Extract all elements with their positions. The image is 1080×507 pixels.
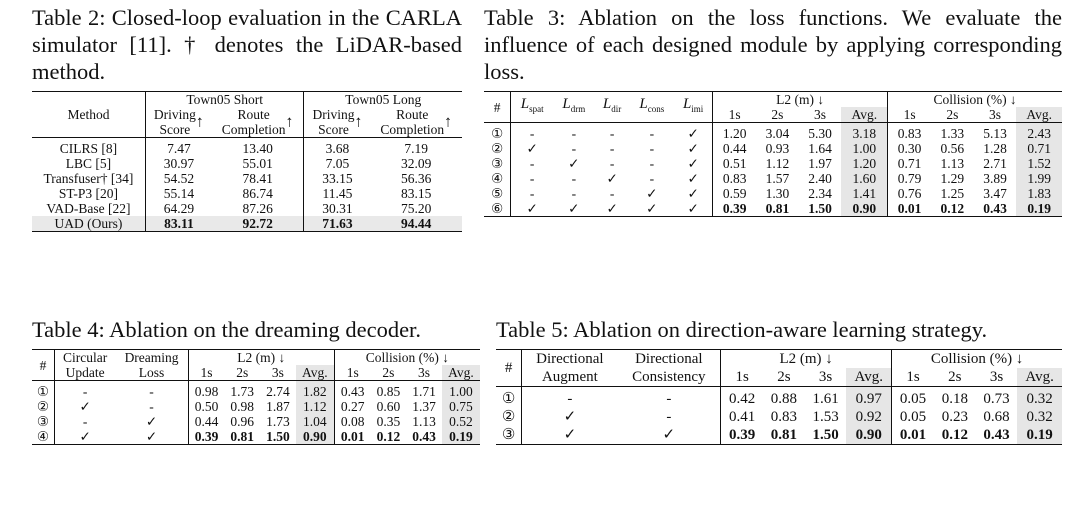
col-header-driving-score: Driving Score ↑: [304, 107, 370, 138]
table-row: [32, 414, 480, 429]
condition-mark: -: [149, 399, 154, 414]
l2-value: 1.82: [296, 381, 335, 400]
cell: 87.26: [242, 201, 273, 216]
col-header-col-1: 2s: [934, 368, 976, 387]
collision-value: 0.60: [376, 399, 401, 414]
l2-value: 0.88: [770, 391, 797, 407]
col-header-col-2: 3s: [974, 107, 1017, 123]
table-2-grid: [32, 91, 462, 232]
collision-value: 1.28: [983, 141, 1007, 156]
col-header-collision: Collision (%) ↓: [334, 350, 480, 366]
l2-value: 3.18: [841, 123, 887, 142]
table-row: [484, 201, 1062, 217]
collision-value: 0.83: [888, 123, 931, 142]
col-header-l2-1: 2s: [763, 368, 805, 387]
table-row: [484, 171, 1062, 186]
collision-value: 0.19: [1017, 426, 1062, 445]
collision-value: 0.18: [941, 391, 968, 407]
col-header-col-2: 3s: [976, 368, 1018, 387]
table-row: [484, 186, 1062, 201]
condition-mark: ✓: [568, 156, 580, 171]
l2-value: 1.12: [296, 399, 335, 414]
col-header-col-0: 1s: [888, 107, 931, 123]
collision-value: 0.19: [1016, 201, 1062, 217]
collision-value: 0.79: [888, 171, 931, 186]
l2-value: 5.30: [808, 126, 832, 141]
cell: 83.11: [145, 216, 211, 232]
cell: 71.63: [304, 216, 370, 232]
table-row: [32, 186, 462, 201]
cell: 7.19: [404, 141, 429, 156]
table-5: [496, 316, 1066, 445]
method-name: Transfuser† [34]: [43, 171, 134, 186]
table-2-caption: Table 2: Closed-loop evaluation in the CARLA simulator [11]. † denotes the LiDAR-based method.: [32, 5, 462, 84]
col-header-l2-1: 2s: [756, 107, 799, 123]
collision-value: 0.43: [976, 426, 1018, 445]
l2-value: 1.41: [841, 186, 887, 201]
table-row: [484, 141, 1062, 156]
col-header-col-0: 1s: [334, 365, 370, 381]
l2-value: 0.39: [713, 201, 756, 217]
collision-value: 1.00: [442, 381, 480, 400]
loss-subscript: imi: [691, 104, 704, 114]
cell: 54.52: [145, 171, 211, 186]
l2-value: 3.04: [765, 126, 790, 141]
collision-value: 0.75: [442, 399, 480, 414]
row-index: ⑥: [484, 201, 511, 217]
l2-value: 0.81: [756, 201, 799, 217]
condition-mark: ✓: [115, 429, 188, 445]
method-name: UAD (Ours): [32, 216, 145, 232]
collision-value: 0.32: [1017, 408, 1062, 426]
condition-mark: -: [571, 186, 577, 201]
l2-value: 0.90: [296, 429, 335, 445]
condition-mark: ✓: [595, 201, 630, 217]
table-5-grid: [496, 349, 1062, 445]
collision-value: 0.05: [892, 387, 934, 409]
table-row: [32, 138, 462, 157]
l2-value: 0.39: [188, 429, 224, 445]
l2-value: 0.59: [713, 186, 756, 201]
table-row: [32, 201, 462, 216]
collision-value: 0.32: [1017, 387, 1062, 409]
table-row: [484, 156, 1062, 171]
condition-mark: ✓: [687, 156, 699, 171]
cell: 78.41: [242, 171, 273, 186]
table-row: [32, 156, 462, 171]
condition-mark: -: [649, 141, 655, 156]
condition-mark: -: [609, 141, 615, 156]
l2-value: 0.51: [713, 156, 756, 171]
method-name: VAD-Base [22]: [46, 201, 131, 216]
condition-mark: -: [54, 414, 115, 429]
cell: 75.20: [401, 201, 432, 216]
table-row: [32, 171, 462, 186]
table-3-caption: Table 3: Ablation on the loss functions. We evaluate the influence of each designed module by applying corresponding loss.: [484, 5, 1062, 84]
condition-mark: ✓: [54, 399, 115, 414]
collision-value: 0.85: [376, 384, 401, 399]
collision-value: 1.33: [940, 126, 965, 141]
l2-value: 0.81: [763, 426, 805, 445]
cell: 94.44: [370, 216, 462, 232]
table-2: [32, 4, 462, 232]
condition-mark: -: [609, 156, 615, 171]
collision-value: 5.13: [983, 126, 1007, 141]
col-header-loss-spat: [511, 92, 553, 123]
l2-value: 0.44: [713, 141, 756, 156]
condition-mark: ✓: [522, 408, 618, 426]
condition-mark: -: [609, 126, 615, 141]
l2-value: 1.20: [713, 123, 756, 142]
col-header-col-3: Avg.: [1016, 107, 1062, 123]
collision-value: 0.05: [892, 408, 934, 426]
l2-value: 0.98: [188, 381, 224, 400]
table-4-grid: [32, 349, 480, 445]
table-row: [32, 429, 480, 445]
col-header-l2-3: Avg.: [841, 107, 887, 123]
condition-mark: ✓: [687, 171, 699, 186]
collision-value: 0.35: [376, 414, 401, 429]
col-header-col-1: 2s: [931, 107, 974, 123]
col-header-l2-2: 3s: [805, 368, 847, 387]
collision-value: 0.76: [888, 186, 931, 201]
col-header-l2: L2 (m) ↓: [713, 92, 888, 108]
row-index: ④: [32, 429, 54, 445]
collision-value: 0.01: [892, 426, 934, 445]
table-3-grid: [484, 91, 1062, 217]
condition-mark: ✓: [687, 186, 699, 201]
l2-value: 1.57: [765, 171, 790, 186]
l2-value: 2.74: [266, 384, 290, 399]
table-row: [496, 387, 1062, 409]
col-header-l2-3: Avg.: [846, 368, 891, 387]
row-index: ②: [36, 399, 49, 414]
col-header-index: #: [484, 92, 511, 123]
condition-mark: ✓: [617, 426, 720, 445]
condition-mark: ✓: [511, 141, 553, 156]
collision-value: 0.43: [974, 201, 1017, 217]
collision-value: 0.73: [983, 391, 1010, 407]
collision-value: 0.68: [983, 409, 1010, 425]
loss-subscript: drm: [570, 104, 586, 114]
cell: 11.45: [304, 186, 370, 201]
loss-symbol: L: [682, 96, 692, 112]
col-header-l2-1: 2s: [224, 365, 260, 381]
collision-value: 0.23: [941, 409, 968, 425]
condition-mark: -: [511, 186, 553, 201]
condition-mark: -: [666, 409, 672, 425]
table-row: [32, 381, 480, 400]
condition-mark: ✓: [522, 426, 618, 445]
row-index: ③: [491, 156, 504, 171]
l2-value: 1.60: [841, 171, 887, 186]
col-header-town05-short: Town05 Short: [145, 92, 304, 108]
col-header-l2-3: Avg.: [296, 365, 335, 381]
l2-value: 0.90: [841, 201, 887, 217]
col-header-l2: L2 (m) ↓: [188, 350, 334, 366]
condition-mark: -: [649, 156, 655, 171]
col-header-index: #: [32, 350, 54, 381]
collision-value: 0.12: [931, 201, 974, 217]
collision-value: 0.43: [334, 381, 370, 400]
collision-value: 0.52: [442, 414, 480, 429]
l2-value: 0.39: [721, 426, 763, 445]
col-header-index: #: [496, 350, 522, 387]
l2-value: 1.50: [799, 201, 842, 217]
loss-symbol: L: [520, 96, 530, 112]
col-header-condition-b: Dreaming Loss: [115, 350, 188, 381]
l2-value: 1.87: [266, 399, 290, 414]
condition-mark: ✓: [145, 414, 158, 429]
collision-value: 0.12: [371, 429, 407, 445]
row-index: ②: [491, 141, 504, 156]
cell: 55.14: [145, 186, 211, 201]
table-3: [484, 4, 1062, 217]
row-index: ①: [491, 126, 504, 141]
collision-value: 0.12: [934, 426, 976, 445]
col-header-l2-0: 1s: [188, 365, 224, 381]
condition-mark: ✓: [606, 171, 618, 186]
col-header-condition-b: Directional Consistency: [617, 350, 720, 387]
col-header-col-3: Avg.: [442, 365, 480, 381]
row-index: ④: [491, 171, 504, 186]
table-4-caption: Table 4: Ablation on the dreaming decoder.: [32, 317, 421, 342]
condition-mark: -: [649, 171, 655, 186]
col-header-loss-imi: [674, 92, 713, 123]
collision-value: 1.13: [412, 414, 436, 429]
l2-value: 1.50: [260, 429, 296, 445]
collision-value: 1.83: [1016, 186, 1062, 201]
collision-value: 0.56: [940, 141, 965, 156]
collision-value: 0.01: [888, 201, 931, 217]
l2-value: 0.44: [188, 414, 224, 429]
l2-value: 0.96: [230, 414, 255, 429]
condition-mark: ✓: [687, 141, 699, 156]
l2-value: 1.12: [765, 156, 790, 171]
col-header-loss-cons: [630, 92, 674, 123]
condition-mark: -: [511, 171, 553, 186]
l2-value: 1.61: [812, 391, 839, 407]
table-row: [496, 426, 1062, 445]
collision-value: 1.25: [940, 186, 965, 201]
l2-value: 1.04: [296, 414, 335, 429]
col-header-col-3: Avg.: [1017, 368, 1062, 387]
table-5-caption: Table 5: Ablation on direction-aware learning strategy.: [496, 317, 988, 342]
collision-value: 1.71: [412, 384, 436, 399]
l2-value: 1.73: [266, 414, 290, 429]
condition-mark: ✓: [646, 186, 658, 201]
condition-mark: ✓: [54, 429, 115, 445]
cell: 83.15: [401, 186, 432, 201]
col-header-route-completion: Route Completion↑: [212, 107, 304, 138]
col-header-loss-dir: [595, 92, 630, 123]
col-header-col-0: 1s: [892, 368, 934, 387]
condition-mark: -: [511, 123, 553, 142]
col-header-condition-a: Circular Update: [54, 350, 115, 381]
condition-mark: ✓: [630, 201, 674, 217]
row-index: ③: [496, 426, 522, 445]
table-row: [484, 123, 1062, 142]
col-header-collision: Collision (%) ↓: [892, 350, 1062, 369]
col-header-driving-score: Driving Score ↑: [145, 107, 211, 138]
l2-value: 1.00: [841, 141, 887, 156]
loss-symbol: L: [602, 96, 612, 112]
l2-value: 0.81: [224, 429, 260, 445]
collision-value: 0.71: [888, 156, 931, 171]
l2-value: 1.97: [808, 156, 832, 171]
table-row: [496, 408, 1062, 426]
condition-mark: -: [666, 391, 672, 407]
col-header-l2-2: 3s: [260, 365, 296, 381]
loss-subscript: spat: [529, 104, 544, 114]
collision-value: 0.27: [334, 399, 370, 414]
col-header-l2: L2 (m) ↓: [721, 350, 892, 369]
l2-value: 2.40: [808, 171, 832, 186]
l2-value: 1.64: [808, 141, 832, 156]
collision-value: 0.01: [334, 429, 370, 445]
collision-value: 0.43: [406, 429, 442, 445]
cell: 7.47: [145, 138, 211, 157]
col-header-col-1: 2s: [371, 365, 407, 381]
l2-value: 0.83: [770, 409, 797, 425]
collision-value: 1.37: [412, 399, 436, 414]
cell: 3.68: [304, 138, 370, 157]
l2-value: 1.30: [765, 186, 790, 201]
collision-value: 0.71: [1016, 141, 1062, 156]
l2-value: 0.92: [846, 408, 891, 426]
row-index: ①: [36, 384, 49, 399]
cell: 92.72: [212, 216, 304, 232]
collision-value: 2.71: [983, 156, 1007, 171]
row-index: ①: [501, 391, 516, 407]
l2-value: 1.50: [805, 426, 847, 445]
collision-value: 1.99: [1016, 171, 1062, 186]
table-row-ours: [32, 216, 462, 232]
col-header-method: Method: [32, 92, 145, 138]
col-header-col-2: 3s: [406, 365, 442, 381]
condition-mark: -: [511, 156, 553, 171]
collision-value: 3.47: [983, 186, 1007, 201]
col-header-l2-2: 3s: [799, 107, 842, 123]
cell: 33.15: [304, 171, 370, 186]
l2-value: 1.53: [812, 409, 839, 425]
cell: 55.01: [242, 156, 273, 171]
collision-value: 1.13: [940, 156, 965, 171]
condition-mark: ✓: [553, 201, 595, 217]
row-index: ③: [36, 414, 49, 429]
condition-mark: ✓: [687, 126, 699, 141]
l2-value: 0.41: [721, 408, 763, 426]
condition-mark: -: [609, 186, 615, 201]
col-header-loss-drm: [553, 92, 595, 123]
loss-subscript: dir: [611, 104, 622, 114]
loss-subscript: cons: [647, 104, 665, 114]
loss-symbol: L: [562, 96, 571, 112]
condition-mark: -: [149, 384, 154, 399]
col-header-l2-0: 1s: [713, 107, 756, 123]
table-4: [32, 316, 492, 445]
col-header-collision: Collision (%) ↓: [888, 92, 1062, 108]
condition-mark: ✓: [511, 201, 553, 217]
condition-mark: -: [571, 141, 577, 156]
condition-mark: -: [522, 387, 618, 409]
l2-value: 0.83: [713, 171, 756, 186]
method-name: LBC [5]: [65, 156, 112, 171]
l2-value: 0.42: [721, 387, 763, 409]
method-name: ST-P3 [20]: [58, 186, 119, 201]
condition-mark: ✓: [674, 201, 713, 217]
condition-mark: -: [571, 126, 577, 141]
cell: 64.29: [145, 201, 211, 216]
condition-mark: -: [571, 171, 577, 186]
collision-value: 1.29: [940, 171, 965, 186]
collision-value: 0.30: [888, 141, 931, 156]
col-header-l2-0: 1s: [721, 368, 763, 387]
cell: 86.74: [242, 186, 273, 201]
row-index: ⑤: [491, 186, 504, 201]
collision-value: 0.08: [334, 414, 370, 429]
collision-value: 0.19: [442, 429, 480, 445]
l2-value: 1.20: [841, 156, 887, 171]
l2-value: 1.73: [230, 384, 255, 399]
l2-value: 2.34: [808, 186, 832, 201]
cell: 32.09: [401, 156, 432, 171]
col-header-town05-long: Town05 Long: [304, 92, 462, 108]
col-header-condition-a: Directional Augment: [522, 350, 618, 387]
l2-value: 0.50: [188, 399, 224, 414]
condition-mark: -: [54, 381, 115, 400]
table-row: [32, 399, 480, 414]
l2-value: 0.97: [846, 387, 891, 409]
cell: 56.36: [401, 171, 432, 186]
cell: 13.40: [242, 141, 273, 156]
cell: 30.97: [145, 156, 211, 171]
collision-value: 1.52: [1016, 156, 1062, 171]
cell: 7.05: [304, 156, 370, 171]
collision-value: 3.89: [983, 171, 1007, 186]
loss-symbol: L: [639, 96, 648, 112]
cell: 30.31: [304, 201, 370, 216]
l2-value: 0.98: [230, 399, 255, 414]
l2-value: 0.93: [765, 141, 790, 156]
col-header-route-completion: Route Completion↑: [370, 107, 462, 138]
collision-value: 2.43: [1016, 123, 1062, 142]
row-index: ②: [501, 409, 516, 425]
l2-value: 0.90: [846, 426, 891, 445]
method-name: CILRS [8]: [59, 141, 118, 156]
condition-mark: -: [649, 126, 655, 141]
